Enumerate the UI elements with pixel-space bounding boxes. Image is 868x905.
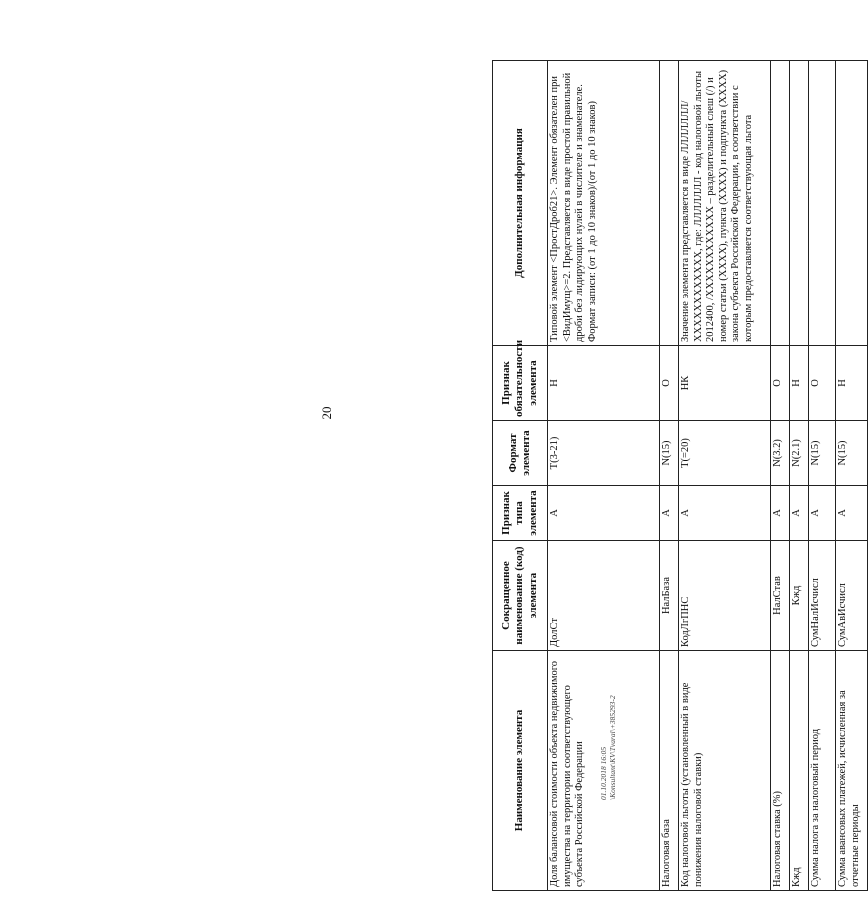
table-row xyxy=(679,61,771,891)
page-number: 20 xyxy=(319,406,334,420)
cell-type: А xyxy=(548,486,660,541)
stamp-path: \Konsultant\KV\Tvaral\+385293-2 xyxy=(607,695,617,800)
header-element-code: Сокращенное наименование (код) элемента xyxy=(493,541,548,651)
cell-required: Н xyxy=(548,346,660,421)
print-stamp xyxy=(600,690,617,800)
cell-type: А xyxy=(679,486,771,541)
table-row xyxy=(790,61,809,891)
rotated-table-container xyxy=(492,61,867,891)
cell-info xyxy=(836,61,868,346)
cell-name: Налоговая база xyxy=(660,651,679,891)
table-row xyxy=(771,61,790,891)
cell-required: О xyxy=(809,346,836,421)
table-header-row xyxy=(493,61,548,891)
cell-required: Н xyxy=(836,346,868,421)
cell-code: НалБаза xyxy=(660,541,679,651)
cell-required: О xyxy=(660,346,679,421)
header-element-name: Наименование элемента xyxy=(493,651,548,891)
table-row xyxy=(836,61,868,891)
cell-info xyxy=(660,61,679,346)
table-row xyxy=(809,61,836,891)
cell-code: СумАвИсчисл xyxy=(836,541,868,651)
cell-type: А xyxy=(836,486,868,541)
header-additional-info: Дополнительная информация xyxy=(493,61,548,346)
cell-info: Значение элемента представляется в виде ЛЛЛЛЛЛЛ/ХХХХХХХХХХХХ, где: ЛЛЛЛЛЛЛ - код налоговой льготы 2012400, /ХХХХХХХХХХХХ – разделительный слеш (/) и номер статьи (ХХХХ), пункта (ХХХХ) и подпункта (ХХХХ) закона субъекта Российской Федерации, в соответствии с которым предоставляется соответствующая льгота xyxy=(679,61,771,346)
cell-code: НалСтав xyxy=(771,541,790,651)
cell-name: Сумма авансовых платежей, исчисленная за отчетные периоды xyxy=(836,651,868,891)
cell-code: КодЛгПНС xyxy=(679,541,771,651)
cell-name: Сумма налога за налоговый период xyxy=(809,651,836,891)
cell-format: T(3-21) xyxy=(548,421,660,486)
cell-name: Код налоговой льготы (установленный в виде понижения налоговой ставки) xyxy=(679,651,771,891)
cell-format: N(15) xyxy=(836,421,868,486)
header-element-format: Формат элемента xyxy=(493,421,548,486)
cell-type: А xyxy=(809,486,836,541)
cell-name: Кжд xyxy=(790,651,809,891)
cell-format: N(15) xyxy=(809,421,836,486)
cell-required: Н xyxy=(790,346,809,421)
elements-table xyxy=(492,60,868,891)
cell-info: Типовой элемент <ПростДроб21>. Элемент обязателен при <ВидИмущ>=2. Представляется в виде простой правильной дроби без лидирующих нулей в числителе и знаменателе. Формат записи: (от 1 до 10 знаков)/(от 1 до 10 знаков) xyxy=(548,61,660,346)
cell-info xyxy=(771,61,790,346)
cell-name: Налоговая ставка (%) xyxy=(771,651,790,891)
table-row xyxy=(660,61,679,891)
cell-code: Кжд xyxy=(790,541,809,651)
header-element-required: Признак обязательности элемента xyxy=(493,346,548,421)
cell-info xyxy=(790,61,809,346)
cell-info xyxy=(809,61,836,346)
cell-name: Доля балансовой стоимости объекта недвижимого имущества на территории соответствующего субъекта Российской Федерации xyxy=(548,651,660,891)
cell-type: А xyxy=(660,486,679,541)
cell-type: А xyxy=(771,486,790,541)
stamp-date: 01.10.2018 16:05 xyxy=(599,746,608,800)
cell-required: О xyxy=(771,346,790,421)
cell-format: T(=20) xyxy=(679,421,771,486)
cell-required: НК xyxy=(679,346,771,421)
cell-format: N(15) xyxy=(660,421,679,486)
cell-code: СумНалИсчисл xyxy=(809,541,836,651)
header-element-type: Признак типа элемента xyxy=(493,486,548,541)
cell-format: N(2.1) xyxy=(790,421,809,486)
cell-type: А xyxy=(790,486,809,541)
cell-code: ДолСт xyxy=(548,541,660,651)
cell-format: N(3.2) xyxy=(771,421,790,486)
